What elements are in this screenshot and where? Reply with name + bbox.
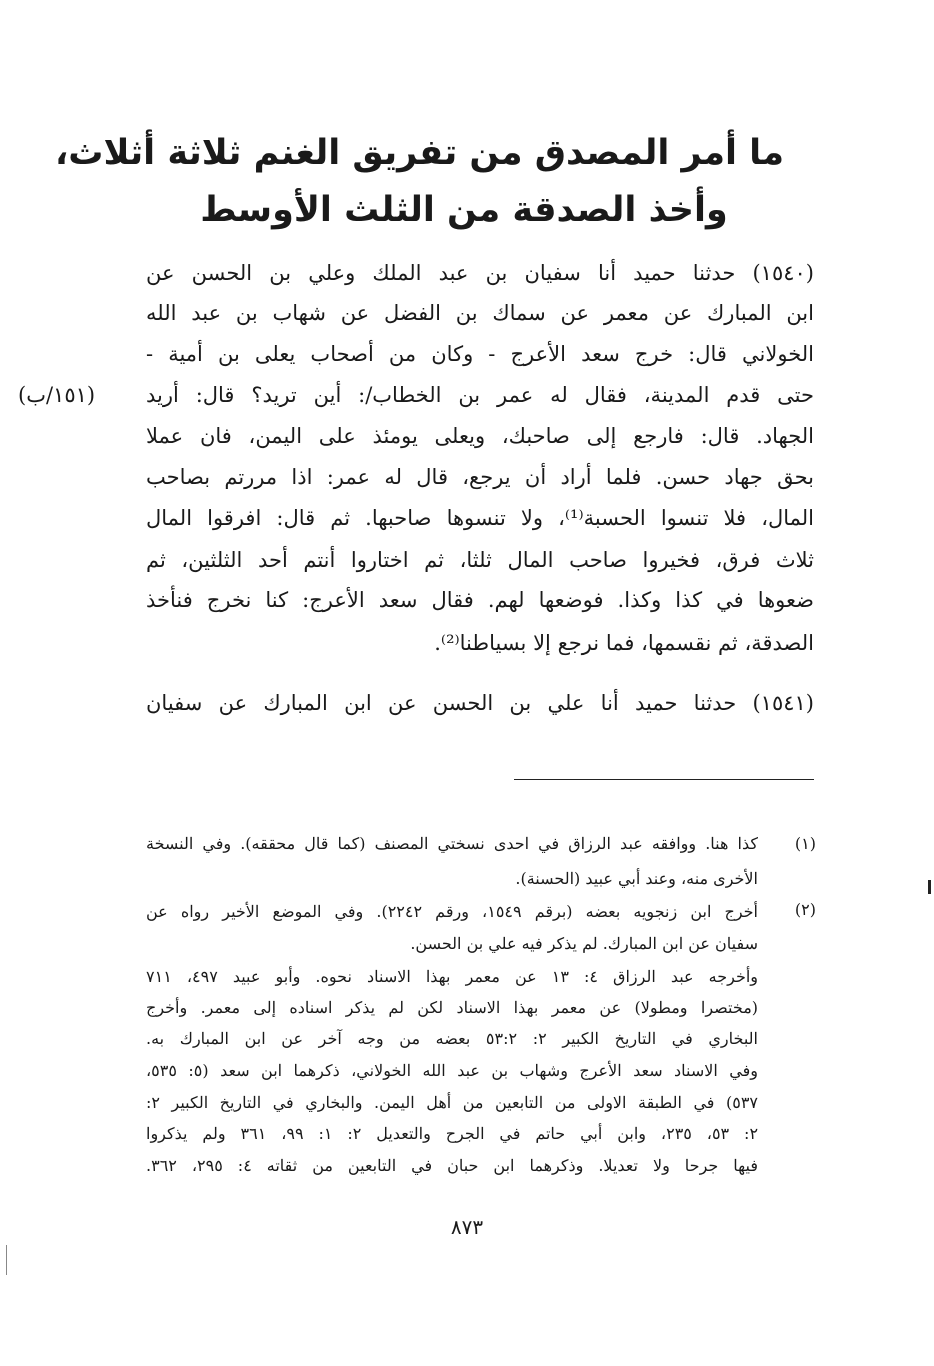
body-line: الخولاني قال: خرج سعد الأعرج - وكان من أصحاب يعلى بن أمية - [146,342,814,366]
chapter-title-line-1: ما أمر المصدق من تفريق الغنم ثلاثة أثلاث، [54,133,784,173]
footnote-line: فيها جرحا ولا تعديلا. وذكرهما ابن حبان في التابعين من ثقاته ٤: ٢٩٥، ٣٦٢. [146,1156,758,1175]
body-line: الصدقة، ثم نقسمها، فما نرجع إلا بسياطنا⁽²⁾. [434,631,814,655]
footnote-line: الأخرى منه، وعند أبي عبيد (الحسنة). [515,869,758,888]
footnote-line: (مختصرا ومطولا) عن معمر بهذا الاسناد لكن لم يذكر اسناده إلى معمر. وأخرج [146,998,758,1017]
body-line: ضعوها في كذا وكذا. فوضعها لهم. فقال سعد الأعرج: كنا نخرج فنأخذ [146,588,814,612]
body-line: بحق جهاد حسن. فلما أراد أن يرجع، قال له عمر: اذا مررتم بصاحب [146,465,814,489]
page-number: ٨٧٣ [450,1215,484,1239]
scan-edge-mark [6,1245,7,1275]
footnote-line: كذا هنا. ووافقه عبد الرزاق في احدى نسختي المصنف (كما قال محققه). وفي النسخة [146,834,758,853]
footnote-line: وأخرجه عبد الرزاق ٤: ١٣ عن معمر بهذا الاسناد نحوه. وأبو عبيد ٤٩٧، ٧١١ [146,967,759,986]
body-line: المال، فلا تنسوا الحسبة⁽¹⁾، ولا تنسوها صاحبها. ثم قال: افرقوا المال [146,506,814,530]
body-line: حتى قدم المدينة، فقال له عمر بن الخطاب/: أين تريد؟ قال: أريد [146,383,814,407]
body-line: ثلاث فرق، فخيروا صاحب المال ثلثا، ثم اختاروا أنتم أحد الثلثين، ثم [146,548,814,572]
footnote-line: ٥٣٧) في الطبقة الاولى من التابعين من أهل اليمن. والبخاري في التاريخ الكبير ٢: [146,1093,758,1112]
footnote-line: البخاري في التاريخ الكبير ٢: ٥٣:٢ بعضه من وجه آخر عن ابن المبارك به. [146,1029,758,1048]
footnote-line: وفي الاسناد سعد الأعرج وشهاب بن عبد الله الخولاني، ذكرهما ابن سعد (٥: ٥٣٥، [146,1061,759,1080]
footnote-line: ٢: ٥٣، ٢٣٥، وابن أبي حاتم في الجرح والتعديل ٢: ١: ٩٩، ٣٦١ ولم يذكروا [146,1124,759,1143]
chapter-title-line-2: وأخذ الصدقة من الثلث الأوسط [200,190,728,230]
footnote-divider [514,779,814,780]
body-line: (١٥٤٠) حدثنا حميد أنا سفيان بن عبد الملك وعلي بن الحسن عن [146,261,814,285]
manuscript-folio-marker: (١٥١/ب) [18,383,96,407]
body-line: الجهاد. قال: فارجع إلى صاحبك، ويعلى يومئذ على اليمن، فان عملا [146,424,814,448]
scan-edge-mark [928,880,931,894]
footnote-number: (١) [794,834,816,853]
body-line: ابن المبارك عن معمر عن سماك بن الفضل عن شهاب بن عبد الله [146,301,814,325]
footnote-number: (٢) [794,900,816,919]
footnote-line: أخرج ابن زنجويه بعضه (برقم ١٥٤٩، ورقم ٢٢٤٢). وفي الموضع الأخير رواه عن [146,902,758,921]
next-hadith-line: (١٥٤١) حدثنا حميد أنا علي بن الحسن عن ابن المبارك عن سفيان [146,691,814,715]
footnote-line: سفيان عن ابن المبارك. لم يذكر فيه علي بن الحسن. [410,934,758,953]
